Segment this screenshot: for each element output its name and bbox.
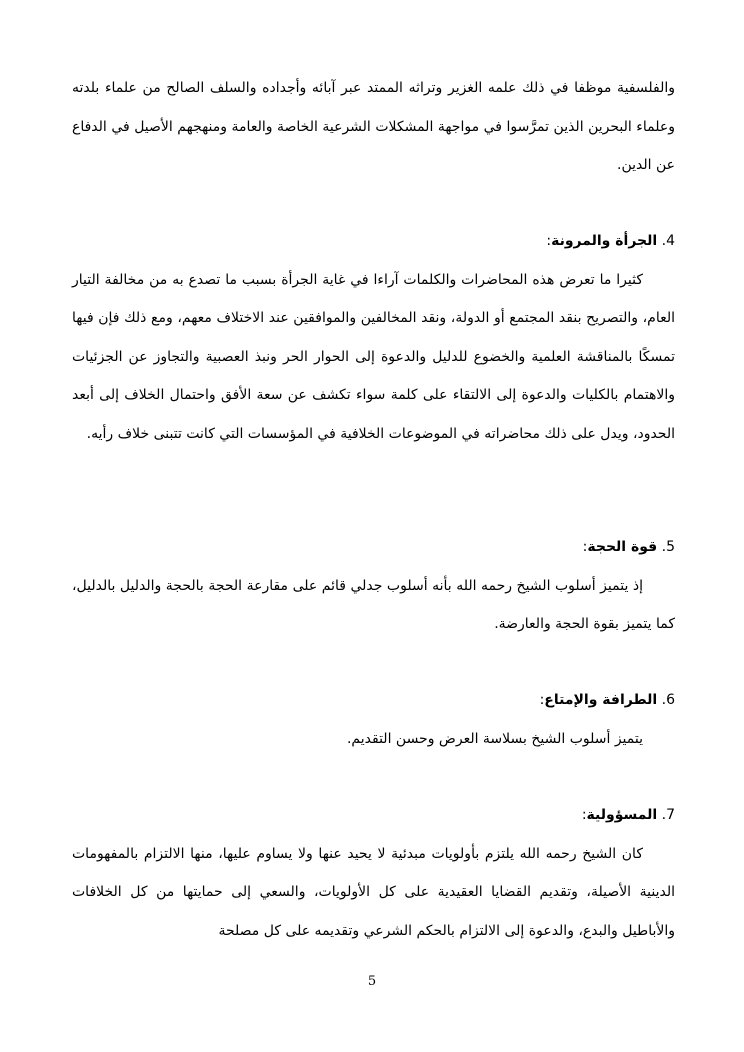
section-number: 7.: [657, 807, 675, 823]
section-body: كان الشيخ رحمه الله يلتزم بأولويات مبدئية لا يحيد عنها ولا يساوم عليها، منها الالتزام بالمفهومات الدينية الأصيلة، وتقديم القضايا العقيدية على كل الأولويات، والسعي إلى حمايتها من كل الخلافات والأباطيل والبدع، والدعوة إلى الالتزام بالحكم الشرعي وتقديمه على كل مصلحة: [72, 845, 675, 939]
section-body: كثيرا ما تعرض هذه المحاضرات والكلمات آراءا في غاية الجرأة بسبب ما تصدع به من مخالفة التيار العام، والتصريح بنقد المجتمع أو الدولة، ونقد المخالفين والموافقين عند الاختلاف معهم، ومع ذلك فإن فيها تمسكًا بالمناقشة العلمية والخضوع للدليل والدعوة إلى الحوار الحر ونبذ العصبية والتجاوز عن الجزئيات والاهتمام بالكليات والدعوة إلى الالتقاء على كلمة سواء تكشف عن سعة الأفق واحتمال الخلاف إلى أبعد الحدود، ويدل على ذلك محاضراته في الموضوعات الخلافية في المؤسسات التي كانت تتبنى خلاف رأيه.: [72, 271, 675, 442]
section-title: الجرأة والمرونة: [551, 233, 658, 249]
section-heading: [72, 528, 675, 567]
section-number: 5.: [657, 539, 675, 555]
section-responsibility: [72, 796, 675, 950]
intro-text: والفلسفية موظفا في ذلك علمه الغزير وتراثه الممتد عبر آبائه وأجداده والسلف الصالح من علماء بلدته وعلماء البحرين الذين تمرَّسوا في مواجهة المشكلات الشرعية الخاصة والعامة ومنهجهم الأصيل في الدفاع عن الدين.: [72, 80, 675, 173]
section-heading: [72, 796, 675, 835]
section-title: الطرافة والإمتاع: [544, 692, 658, 708]
section-number: 4.: [657, 233, 675, 249]
section-colon: :: [539, 692, 545, 708]
section-wit: [72, 681, 675, 758]
section-heading: [72, 222, 675, 261]
section-body: يتميز أسلوب الشيخ بسلاسة العرض وحسن التقديم.: [346, 730, 643, 747]
section-number: 6.: [657, 692, 675, 708]
section-body: إذ يتميز أسلوب الشيخ رحمه الله بأنه أسلوب جدلي قائم على مقارعة الحجة بالحجة والدليل بالدليل، كما يتميز بقوة الحجة والعارضة.: [72, 577, 675, 632]
page-number: 5: [367, 974, 377, 989]
intro-paragraph: [72, 69, 675, 185]
section-colon: :: [582, 539, 588, 555]
section-title: قوة الحجة: [587, 539, 658, 555]
section-colon: :: [546, 233, 552, 249]
section-title: المسؤولية: [586, 807, 658, 823]
section-argument: [72, 528, 675, 644]
section-courage: [72, 222, 675, 453]
section-heading: [72, 681, 675, 720]
section-colon: :: [581, 807, 587, 823]
